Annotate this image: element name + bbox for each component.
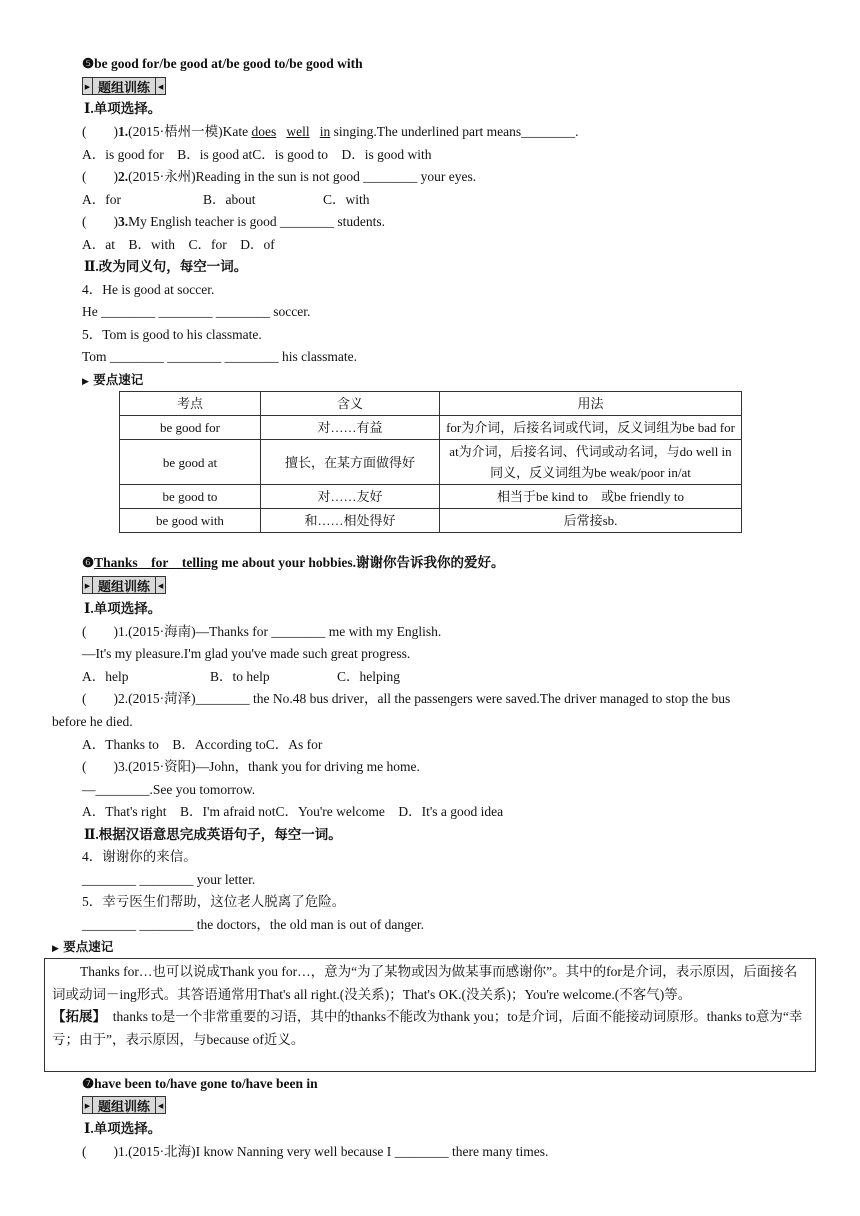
note-paragraph: Thanks for…也可以说成Thank you for…，意为“为了某物或因为做某事而感谢你”。其中的for是介词，表示原因，后面接名词或动词－ing形式。其答语通常用That's all right.(没关系)；That's OK.(没关系)；You're welcome.(不客气)等。 [52, 964, 798, 1002]
question-5-answer: ________ ________ the doctors，the old man is out of danger. [82, 917, 424, 932]
table-cell: 和……相处得好 [261, 509, 440, 533]
question-5-answer: Tom ________ ________ ________ his classmate. [82, 349, 358, 364]
part-heading: Ⅱ.改为同义句，每空一词。 [84, 259, 248, 274]
table-cell: 后常接sb. [440, 509, 742, 533]
question-4: 4．He is good at soccer. [82, 282, 215, 297]
question-4-answer: ________ ________ your letter. [82, 872, 256, 887]
table-header: 含义 [261, 392, 440, 416]
question-3-options: A．That's right B．I'm afraid notC．You're welcome D．It's a good idea [82, 804, 504, 819]
section-7-title: ❼have been to/have gone to/have been in [82, 1076, 318, 1091]
table-cell: 相当于be kind to 或be friendly to [440, 485, 742, 509]
part-heading: Ⅰ.单项选择。 [84, 101, 162, 116]
practice-badge: ▶ 题组训练 ◀ [82, 1096, 166, 1114]
table-row [120, 416, 742, 440]
table-cell: 对……友好 [261, 485, 440, 509]
section-5-title: ❺be good for/be good at/be good to/be good with [82, 56, 363, 71]
table-header-row [120, 392, 742, 416]
triangle-icon: ▶ [82, 377, 89, 387]
question-4-answer: He ________ ________ ________ soccer. [82, 304, 311, 319]
play-right-icon: ▶ [82, 576, 93, 594]
practice-badge: ▶ 题组训练 ◀ [82, 576, 166, 594]
table-header: 考点 [120, 392, 261, 416]
question-1-line-2: —It's my pleasure.I'm glad you've made such great progress. [82, 646, 411, 661]
question-2: ( )2.(2015·菏泽)________ the No.48 bus driver，all the passengers were saved.The driver managed to stop the bus [82, 691, 731, 706]
table-cell: be good to [120, 485, 261, 509]
question-2-options: A．Thanks to B．According toC．As for [82, 737, 323, 752]
key-points-table [119, 391, 742, 533]
table-row [120, 485, 742, 509]
table-cell: for为介词，后接名词或代词，反义词组为be bad for [440, 416, 742, 440]
triangle-icon: ▶ [52, 944, 59, 954]
table-cell: be good with [120, 509, 261, 533]
question-2: ( )2.(2015·永州)Reading in the sun is not good ________ your eyes. [82, 169, 477, 184]
part-heading: Ⅰ.单项选择。 [84, 601, 162, 616]
question-1-options: A．is good for B．is good atC．is good to D．is good with [82, 147, 432, 162]
question-2-option-a: A．for [82, 192, 121, 207]
table-cell: 对……有益 [261, 416, 440, 440]
question-3: ( )3.(2015·资阳)—John，thank you for driving me home. [82, 759, 420, 774]
table-row [120, 440, 742, 485]
question-1: ( )1.(2015·北海)I know Nanning very well because I ________ there many times. [82, 1144, 549, 1159]
table-cell: be good at [120, 440, 261, 485]
question-1-option-c: C．helping [337, 669, 400, 684]
question-1: ( )1.(2015·梧州一模)Kate does well in singing.The underlined part means________. [82, 124, 579, 139]
question-3-line-2: —________.See you tomorrow. [82, 782, 256, 797]
play-left-icon: ◀ [155, 1096, 166, 1114]
note-extension: 【拓展】 thanks to是一个非常重要的习语，其中的thanks不能改为thank you；to是介词，后面不能接动词原形。thanks to意为“幸亏；由于”，表示原因，与because of近义。 [52, 1009, 803, 1047]
question-2-option-b: B．about [203, 192, 256, 207]
table-cell: at为介词，后接名词、代词或动名词，与do well in同义，反义词组为be weak/poor in/at [440, 440, 742, 485]
table-row [120, 509, 742, 533]
question-3-options: A．at B．with C．for D．of [82, 237, 275, 252]
question-4: 4．谢谢你的来信。 [82, 849, 197, 864]
play-right-icon: ▶ [82, 1096, 93, 1114]
question-1-option-a: A．help [82, 669, 129, 684]
table-header: 用法 [440, 392, 742, 416]
question-5: 5．幸亏医生们帮助，这位老人脱离了危险。 [82, 894, 346, 909]
section-6-title: ❻Thanks for telling me about your hobbies.谢谢你告诉我你的爱好。 [82, 555, 505, 570]
question-1: ( )1.(2015·海南)—Thanks for ________ me with my English. [82, 624, 442, 639]
play-left-icon: ◀ [155, 576, 166, 594]
notes-box [44, 958, 816, 1072]
question-2-line-2: before he died. [52, 714, 133, 729]
notes-heading: ▶ 要点速记 [52, 939, 114, 954]
table-cell: 擅长，在某方面做得好 [261, 440, 440, 485]
table-cell: be good for [120, 416, 261, 440]
part-heading: Ⅱ.根据汉语意思完成英语句子，每空一词。 [84, 827, 342, 842]
notes-heading: ▶ 要点速记 [82, 372, 144, 387]
play-right-icon: ▶ [82, 77, 93, 95]
part-heading: Ⅰ.单项选择。 [84, 1121, 162, 1136]
question-5: 5．Tom is good to his classmate. [82, 327, 262, 342]
practice-badge: ▶ 题组训练 ◀ [82, 77, 166, 95]
question-2-option-c: C．with [323, 192, 370, 207]
question-3: ( )3.My English teacher is good ________ students. [82, 214, 385, 229]
play-left-icon: ◀ [155, 77, 166, 95]
question-1-option-b: B．to help [210, 669, 270, 684]
